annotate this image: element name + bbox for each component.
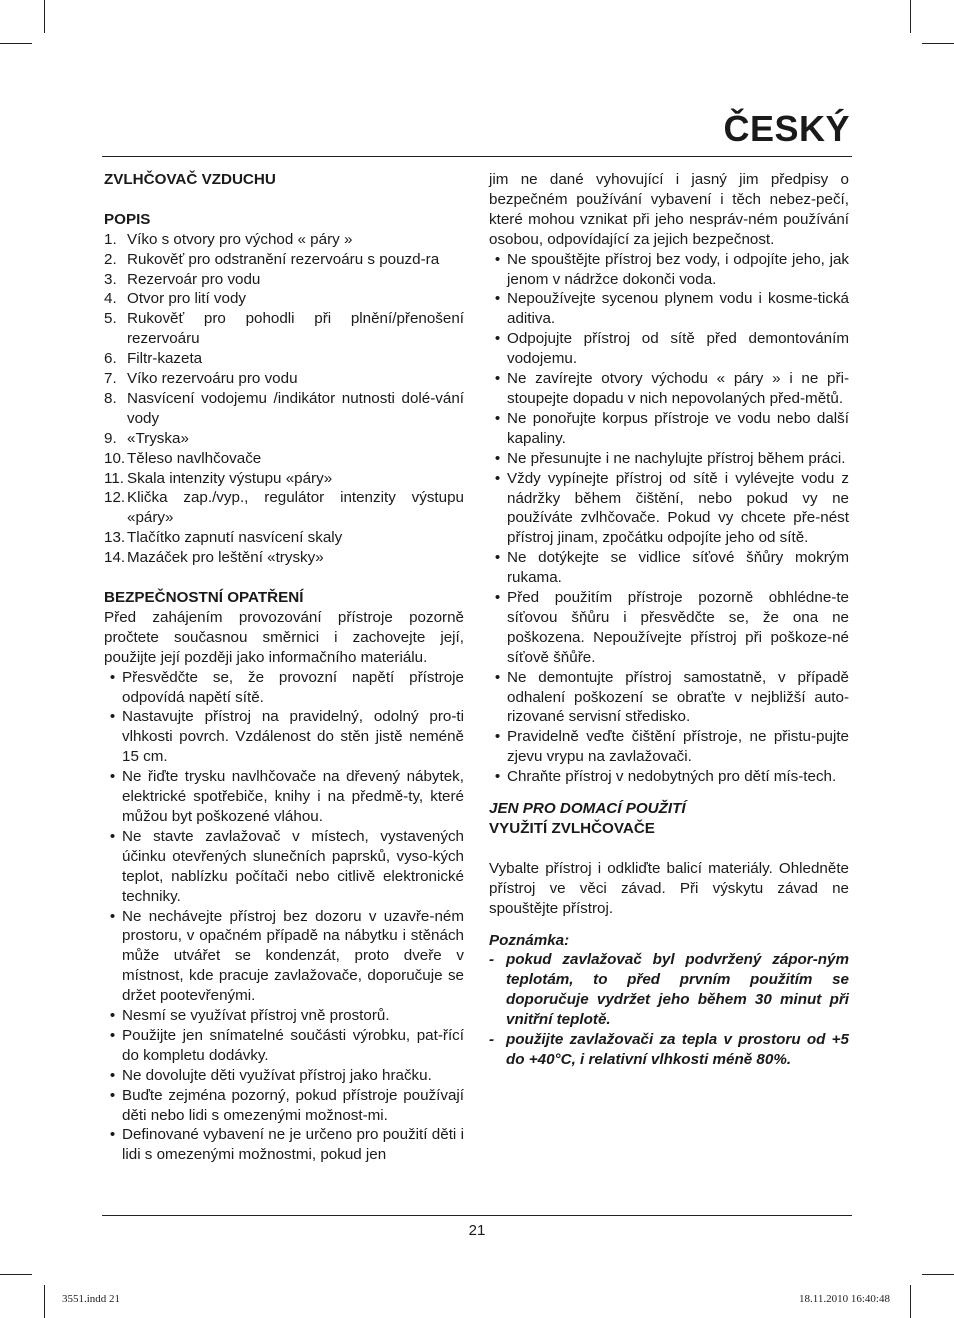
list-item: • Ne nechávejte přístroj bez dozoru v uzavře-ném prostoru, v opačném případě na nábytku i stěnách může utvářet se kondenzát, proto dveře v místnost, kde pracuje zavlažovače, doporučuje se držet pootevřenými. [109, 907, 464, 1005]
crop-mark [910, 0, 911, 33]
list-item: • Ne dovolujte děti využívat přístroj jako hračku. [109, 1066, 432, 1084]
list-item: • Pravidelně veďte čištění přístroje, ne přistu-pujte zjevu vrypu na zavlažovači. [494, 728, 849, 766]
list-item: 4. Otvor pro lití vody [104, 290, 247, 308]
list-item: • Nesmí se využívat přístroj vně prostorů. [109, 1007, 390, 1025]
safety-list-continued [489, 250, 849, 787]
page-number: 21 [468, 1222, 486, 1239]
list-item: 14. Mazáček pro leštění «trysky» [104, 549, 324, 567]
list-item: 7. Víko rezervoáru pro vodu [104, 370, 298, 388]
list-item: 5. Rukověť pro pohodli při plnění/přenošení rezervoáru [104, 310, 464, 348]
list-item: • Nepoužívejte sycenou plynem vodu i kosme-tická aditiva. [494, 290, 849, 328]
list-item: • Chraňte přístroj v nedobytných pro dětí mís-tech. [494, 768, 837, 786]
note-item: - použijte zavlažovači za tepla v prostoru od +5 do +40°C, i relativní vlhkosti méně 80%. [489, 1031, 849, 1068]
right-column [489, 170, 849, 1070]
parts-list [104, 230, 464, 568]
continuation-text: jim ne dané vyhovující i jasný jim předpisy o bezpečném používání vybavení i těch nebez-pečí, které mohou vznikat při jeho nespráv-ném používání osobou, odpovídající za jejich bezpečnost. [489, 171, 849, 248]
list-item: • Ne řiďte trysku navlhčovače na dřevený nábytek, elektrické spotřebiče, knihy i na předmě-ty, které můžou byt poškozené vláhou. [109, 768, 464, 825]
list-item: • Buďte zejména pozorný, pokud přístroje používají děti nebo lidi s omezenými možnost-mi. [109, 1086, 464, 1124]
list-item: • Nastavujte přístroj na pravidelný, odolný pro-ti vlhkosti povrch. Vzdálenost do stěn jistě neméně 15 cm. [109, 708, 464, 766]
list-item: 8. Nasvícení vodojemu /indikátor nutnosti dolé-vání vody [104, 389, 464, 427]
crop-mark [44, 0, 45, 33]
list-item: • Ne demontujte přístroj samostatně, v případě odhalení poškození se obraťte v nejbližší auto-rizované servisní středisko. [494, 668, 849, 726]
crop-mark [44, 1285, 45, 1318]
list-item: • Ne stavte zavlažovač v místech, vystavených účinku otevřených slunečních paprsků, vyso-kých teplot, nablízku počítači nebo citlivě elektronické techniky. [109, 827, 464, 905]
list-item: • Přesvědčte se, že provozní napětí přístroje odpovídá napětí sítě. [109, 668, 464, 706]
list-item: • Ne přesunujte i ne nachylujte přístroj během práci. [494, 449, 846, 467]
note-item: - pokud zavlažovač byl podvržený zápor-ným teplotám, to před prvním použitím se doporučuje vydržet jeho během 30 minut při vnitřní teplotě. [489, 951, 849, 1029]
bottom-rule [102, 1215, 852, 1216]
list-item: • Odpojujte přístroj od sítě před demontováním vodojemu. [494, 330, 849, 368]
list-item: 2. Rukověť pro odstranění rezervoáru s pouzd-ra [104, 250, 440, 268]
usage-heading: VYUŽITÍ ZVLHČOVAČE [489, 820, 655, 837]
list-item: 1. Víko s otvory pro východ « páry » [104, 230, 353, 248]
list-item: 9. «Tryska» [104, 429, 189, 447]
crop-mark [0, 1274, 32, 1275]
home-use-heading: JEN PRO DOMACÍ POUŽITÍ [489, 800, 686, 818]
safety-intro: Před zahájením provozování přístroje pozorně pročtete současnou směrnici i zachovejte její, použijte její později jako informačního materiálu. [104, 608, 464, 666]
list-item: • Definované vybavení ne je určeno pro použití děti i lidi s omezenými možnostmi, pokud jen [109, 1126, 464, 1164]
crop-mark [922, 43, 954, 44]
left-column [104, 170, 464, 1165]
list-item: • Ne ponořujte korpus přístroje ve vodu nebo další kapaliny. [494, 409, 849, 447]
crop-mark [922, 1274, 954, 1275]
top-rule [102, 156, 852, 157]
file-slug: 3551.indd 21 [62, 1293, 121, 1305]
list-item: • Před použitím přístroje pozorně obhlédne-te síťovou šňůru i přesvědčte se, že ona ne poškozena. Nepoužívejte přístroj při poškoze-né síťově šňůře. [494, 589, 849, 666]
list-item: • Použijte jen snímatelné součásti výrobku, pat-řící do kompletu dodávky. [109, 1026, 464, 1064]
list-item: 3. Rezervoár pro vodu [104, 270, 261, 288]
note-heading: Poznámka: [489, 931, 570, 949]
list-item: • Ne spouštějte přístroj bez vody, i odpojíte jeho, jak jenom v nádržce dokonči voda. [494, 250, 849, 288]
list-item: 10. Těleso navlhčovače [104, 449, 262, 467]
product-heading: ZVLHČOVAČ VZDUCHU [104, 171, 276, 188]
crop-mark [0, 43, 32, 44]
safety-list [104, 668, 464, 1166]
list-item: • Ne zavírejte otvory východu « páry » i ne při-stoupejte dopadu v nich nepovolaných před-mětů. [494, 370, 849, 407]
crop-mark [910, 1285, 911, 1318]
page-title: ČESKÝ [723, 108, 850, 149]
list-item: • Vždy vypínejte přístroj od sítě i vylévejte vodu z nádržky během čištění, nebo pokud vy ne používáte zvlhčovače. Pokud vy chcete pře-nést přístroj jinam, zpočátku odpojíte jeho od sítě. [494, 469, 849, 547]
date-slug: 18.11.2010 16:40:48 [799, 1293, 890, 1305]
list-item: 11. Skala intenzity výstupu «páry» [104, 469, 333, 487]
safety-heading: BEZPEČNOSTNÍ OPATŘENÍ [104, 589, 304, 606]
description-heading: POPIS [104, 210, 151, 228]
usage-text: Vybalte přístroj i odkliďte balicí materiály. Ohledněte přístroj ve věci závad. Při výskytu závad ne spouštějte přístroj. [489, 859, 849, 917]
list-item: • Ne dotýkejte se vidlice síťové šňůry mokrým rukama. [494, 549, 849, 587]
list-item: 12. Klička zap./vyp., regulátor intenzity výstupu «páry» [104, 489, 464, 527]
list-item: 13. Tlačítko zapnutí nasvícení skaly [104, 529, 343, 547]
list-item: 6. Filtr-kazeta [104, 350, 203, 368]
